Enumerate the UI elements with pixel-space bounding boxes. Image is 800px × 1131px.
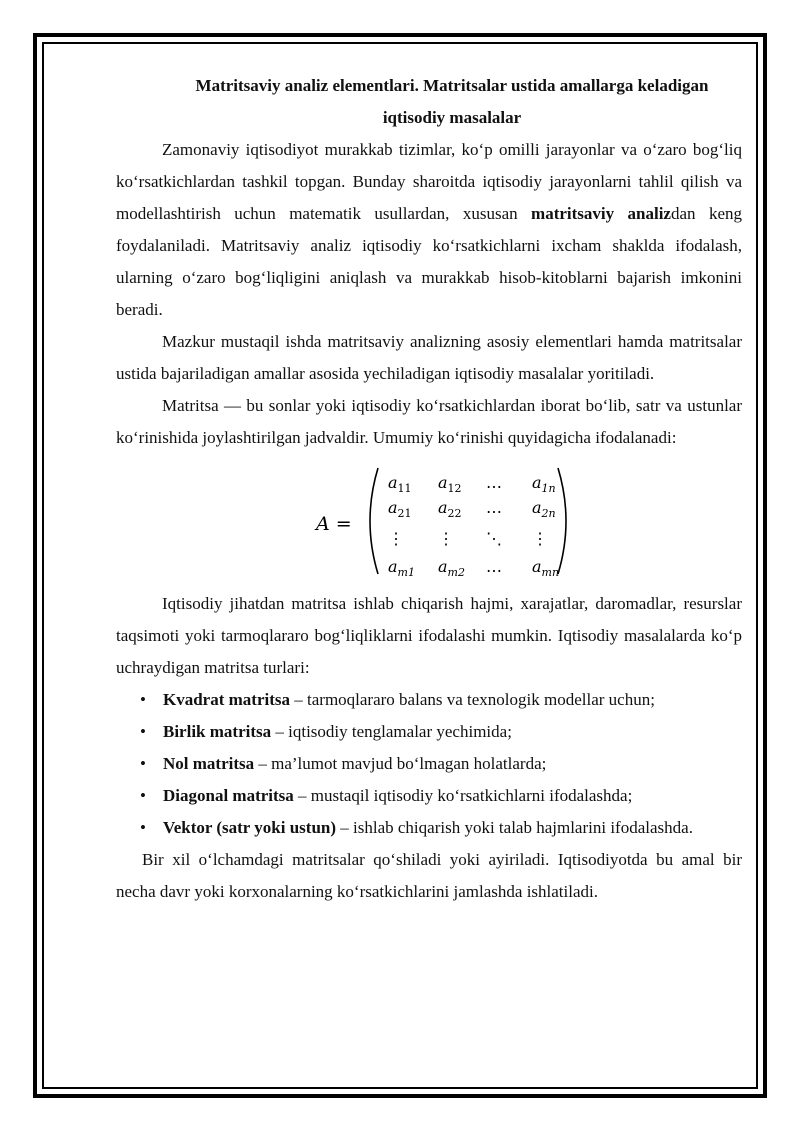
matrix-type-description: – tarmoqlararo balans va texnologik modellar uchun; [290, 690, 655, 709]
matrix-type-item [116, 684, 742, 716]
matrix-type-item [116, 812, 742, 844]
matrix-type-name: Birlik matritsa [163, 722, 272, 741]
matrix-cells [388, 473, 559, 579]
matrix-type-description: – iqtisodiy tenglamalar yechimida; [271, 722, 512, 741]
formula-lhs: A = [316, 513, 352, 535]
matrix-type-name: Vektor (satr yoki ustun) [163, 818, 337, 837]
matrix-cell: ⋮ [438, 529, 454, 548]
title-line-2: iqtisodiy masalalar [382, 108, 522, 127]
matrix-cell: ⋱ [486, 529, 502, 548]
right-parenthesis [558, 468, 566, 574]
matrix-formula [116, 462, 742, 580]
intro-text-2: dan keng foydalaniladi. Matritsaviy analiz iqtisodiy ko‘rsatkichlarni ixcham shaklda ifodalash, ularning o‘zaro bog‘liqligini aniqlash va murakkab hisob-kitoblarni bajarish imkonini beradi. [116, 204, 742, 319]
matrix-cell: $a_{21}$ [388, 498, 412, 520]
matrix-type-description: – mustaqil iqtisodiy ko‘rsatkichlarni ifodalashda; [293, 786, 633, 805]
matrix-types-list [116, 684, 742, 844]
matrix-cell: $a_{1n}$ [532, 473, 556, 495]
bullet-icon: • [140, 754, 146, 773]
definition-paragraph: Matritsa — bu sonlar yoki iqtisodiy ko‘rsatkichlardan iborat bo‘lib, satr va ustunlar ko‘rinishida joylashtirilgan jadvaldir. Umumiy ko‘rinishi quyidagicha ifodalanadi: [116, 396, 742, 447]
matrix-cell: … [486, 557, 502, 576]
matrix-cell: ⋮ [532, 529, 548, 548]
intro-paragraph [116, 134, 742, 326]
matrix-type-item [116, 780, 742, 812]
document-title [116, 70, 742, 134]
matrix-cell: ⋮ [388, 529, 404, 548]
intro-text-1: Zamonaviy iqtisodiyot murakkab tizimlar, ko‘p omilli jarayonlar va o‘zaro bog‘liq ko‘rsatkichlardan tashkil topgan. Bunday sharoitda iqtisodiy jarayonlarni tahlil qilish va modellashtirish uchun matematik usullardan, xususan [116, 140, 742, 223]
bullet-icon: • [140, 690, 146, 709]
bullet-icon: • [140, 818, 146, 837]
matrix-cell: … [486, 473, 502, 492]
matrix-cell: $a_{m1}$ [388, 557, 415, 579]
intro-bold-term: matritsaviy analiz [531, 204, 671, 223]
left-parenthesis [370, 468, 378, 574]
bullet-icon: • [140, 786, 146, 805]
title-line-1: Matritsaviy analiz elementlari. Matritsalar ustida amallarga keladigan [195, 76, 709, 95]
matrix-type-name: Nol matritsa [163, 754, 255, 773]
matrix-cell: $a_{2n}$ [532, 498, 556, 520]
document-body [116, 70, 742, 908]
matrix-type-item [116, 716, 742, 748]
addition-paragraph: Bir xil o‘lchamdagi matritsalar qo‘shiladi yoki ayiriladi. Iqtisodiyotda bu amal bir necha davr yoki korxonalarning ko‘rsatkichlarini jamlashda ishlatiladi. [116, 850, 742, 901]
scope-paragraph: Mazkur mustaqil ishda matritsaviy analizning asosiy elementlari hamda matritsalar ustida bajariladigan amallar asosida yechiladigan iqtisodiy masalalar yoritiladi. [116, 332, 742, 383]
economic-meaning-paragraph: Iqtisodiy jihatdan matritsa ishlab chiqarish hajmi, xarajatlar, daromadlar, resurslar taqsimoti yoki tarmoqlararo bog‘liqliklarni ifodalashi mumkin. Iqtisodiy masalalarda ko‘p uchraydigan matritsa turlari: [116, 594, 742, 677]
matrix-cell: $a_{11}$ [388, 473, 412, 495]
matrix-type-item [116, 748, 742, 780]
matrix-cell: $a_{m2}$ [438, 557, 465, 579]
matrix-type-description: – ishlab chiqarish yoki talab hajmlarini ifodalashda. [336, 818, 693, 837]
matrix-cell: $a_{12}$ [438, 473, 462, 495]
bullet-icon: • [140, 722, 146, 741]
matrix-formula-svg [306, 462, 576, 580]
matrix-cell: … [486, 498, 502, 517]
matrix-type-description: – ma’lumot mavjud bo‘lmagan holatlarda; [254, 754, 547, 773]
matrix-type-name: Kvadrat matritsa [163, 690, 291, 709]
matrix-type-name: Diagonal matritsa [163, 786, 294, 805]
matrix-cell: $a_{22}$ [438, 498, 462, 520]
matrix-cell: $a_{mn}$ [532, 557, 560, 579]
